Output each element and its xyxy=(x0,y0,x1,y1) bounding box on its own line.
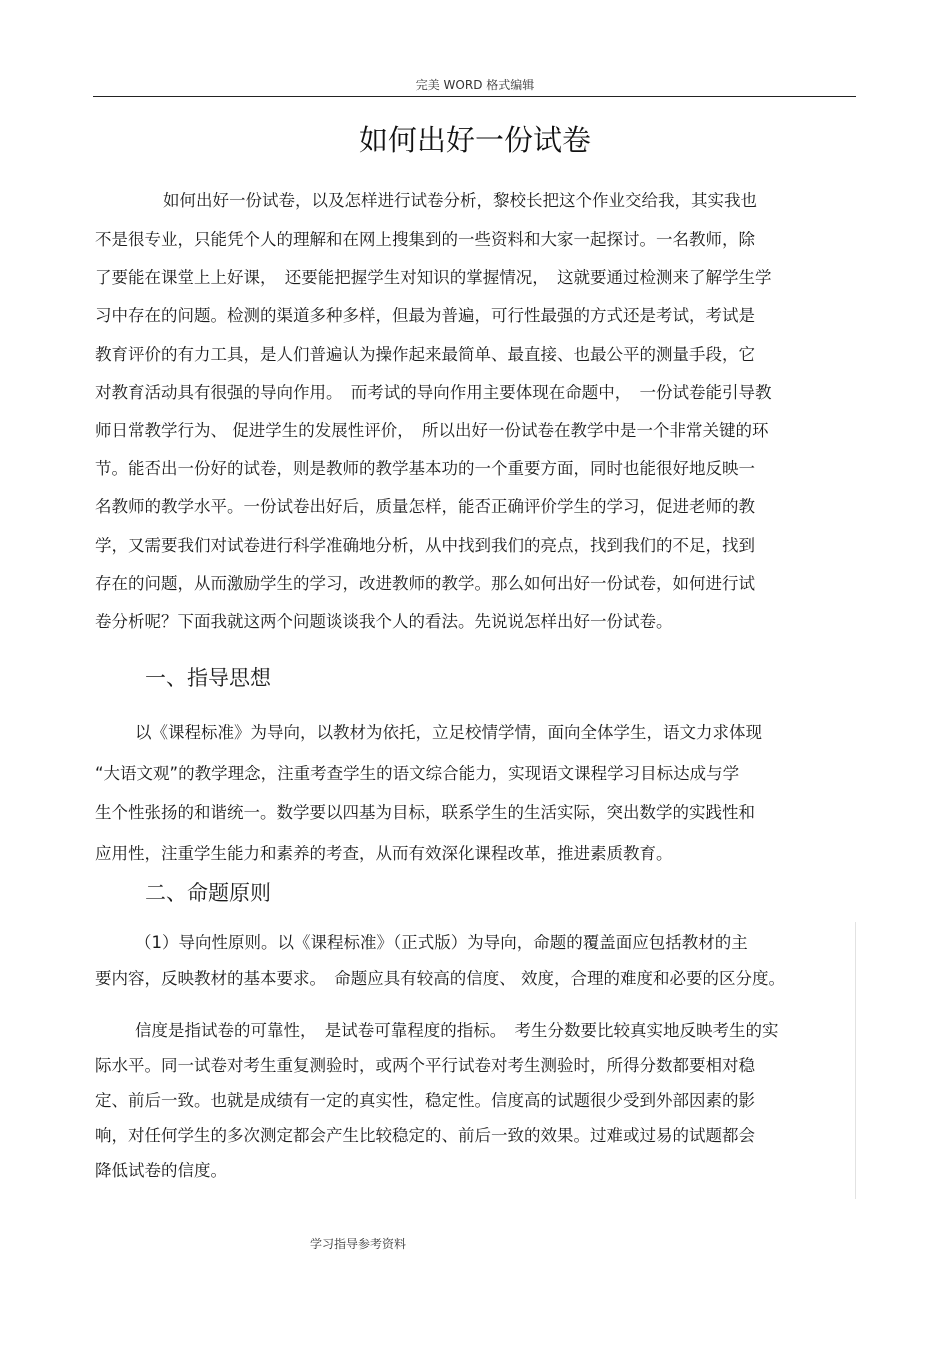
section2-para2-line-3: 定、前后一致。也就是成绩有一定的真实性，稳定性。信度高的试题很少受到外部因素的影 xyxy=(95,1091,755,1110)
page-header: 完美 WORD 格式编辑 xyxy=(415,78,535,92)
intro-line-12: 卷分析呢？下面我就这两个问题谈谈我个人的看法。先说说怎样出好一份试卷。 xyxy=(95,612,673,631)
section1-line-1: 以《课程标准》为导向，以教材为依托，立足校情学情，面向全体学生，语文力求体现 xyxy=(135,723,762,742)
section2-para2-line-5: 降低试卷的信度。 xyxy=(95,1161,227,1180)
section2-para2-line-1: 信度是指试卷的可靠性， 是试卷可靠程度的指标。 考生分数要比较真实地反映考生的实 xyxy=(135,1021,779,1040)
section2-para1-line-1: （1）导向性原则。以《课程标准》（正式版）为导向，命题的覆盖面应包括教材的主 xyxy=(135,933,748,952)
section1-line-3: 生个性张扬的和谐统一。数学要以四基为目标，联系学生的生活实际，突出数学的实践性和 xyxy=(95,803,755,822)
section2-para2-line-4: 响，对任何学生的多次测定都会产生比较稳定的、前后一致的效果。过难或过易的试题都会 xyxy=(95,1126,755,1145)
section2-para2-line-2: 际水平。同一试卷对考生重复测验时，或两个平行试卷对考生测验时，所得分数都要相对稳 xyxy=(95,1056,755,1075)
section1-line-2: “大语文观”的教学理念，注重考查学生的语文综合能力，实现语文课程学习目标达成与学 xyxy=(95,764,740,783)
intro-line-4: 习中存在的问题。检测的渠道多种多样，但最为普遍，可行性最强的方式还是考试，考试是 xyxy=(95,306,755,325)
intro-line-5: 教育评价的有力工具，是人们普遍认为操作起来最简单、最直接、也最公平的测量手段，它 xyxy=(95,345,755,364)
intro-line-7: 师日常教学行为、 促进学生的发展性评价， 所以出好一份试卷在教学中是一个非常关键的环 xyxy=(95,421,769,440)
intro-line-1: 如何出好一份试卷，以及怎样进行试卷分析，黎校长把这个作业交给我，其实我也 xyxy=(163,191,757,210)
section-heading-principles: 二、命题原则 xyxy=(145,881,271,905)
document-title: 如何出好一份试卷 xyxy=(358,123,591,157)
intro-line-8: 节。能否出一份好的试卷，则是教师的教学基本功的一个重要方面，同时也能很好地反映一 xyxy=(95,459,755,478)
section-heading-guiding-idea: 一、指导思想 xyxy=(145,666,271,690)
page-footer: 学习指导参考资料 xyxy=(310,1237,407,1251)
intro-line-10: 学，又需要我们对试卷进行科学准确地分析，从中找到我们的亮点，找到我们的不足，找到 xyxy=(95,536,755,555)
intro-line-9: 名教师的教学水平。一份试卷出好后，质量怎样，能否正确评价学生的学习，促进老师的教 xyxy=(95,497,755,516)
intro-line-3: 了要能在课堂上上好课， 还要能把握学生对知识的掌握情况， 这就要通过检测来了解学生学 xyxy=(95,268,772,287)
intro-line-11: 存在的问题，从而激励学生的学习，改进教师的教学。那么如何出好一份试卷，如何进行试 xyxy=(95,574,755,593)
header-divider xyxy=(93,96,856,97)
margin-rule xyxy=(855,922,856,1199)
intro-line-6: 对教育活动具有很强的导向作用。 而考试的导向作用主要体现在命题中， 一份试卷能引导教 xyxy=(95,383,772,402)
intro-line-2: 不是很专业，只能凭个人的理解和在网上搜集到的一些资料和大家一起探讨。一名教师，除 xyxy=(95,230,755,249)
section2-para1-line-2: 要内容，反映教材的基本要求。 命题应具有较高的信度、 效度，合理的难度和必要的区分度。 xyxy=(95,969,785,988)
section1-line-4: 应用性，注重学生能力和素养的考查，从而有效深化课程改革，推进素质教育。 xyxy=(95,844,673,863)
